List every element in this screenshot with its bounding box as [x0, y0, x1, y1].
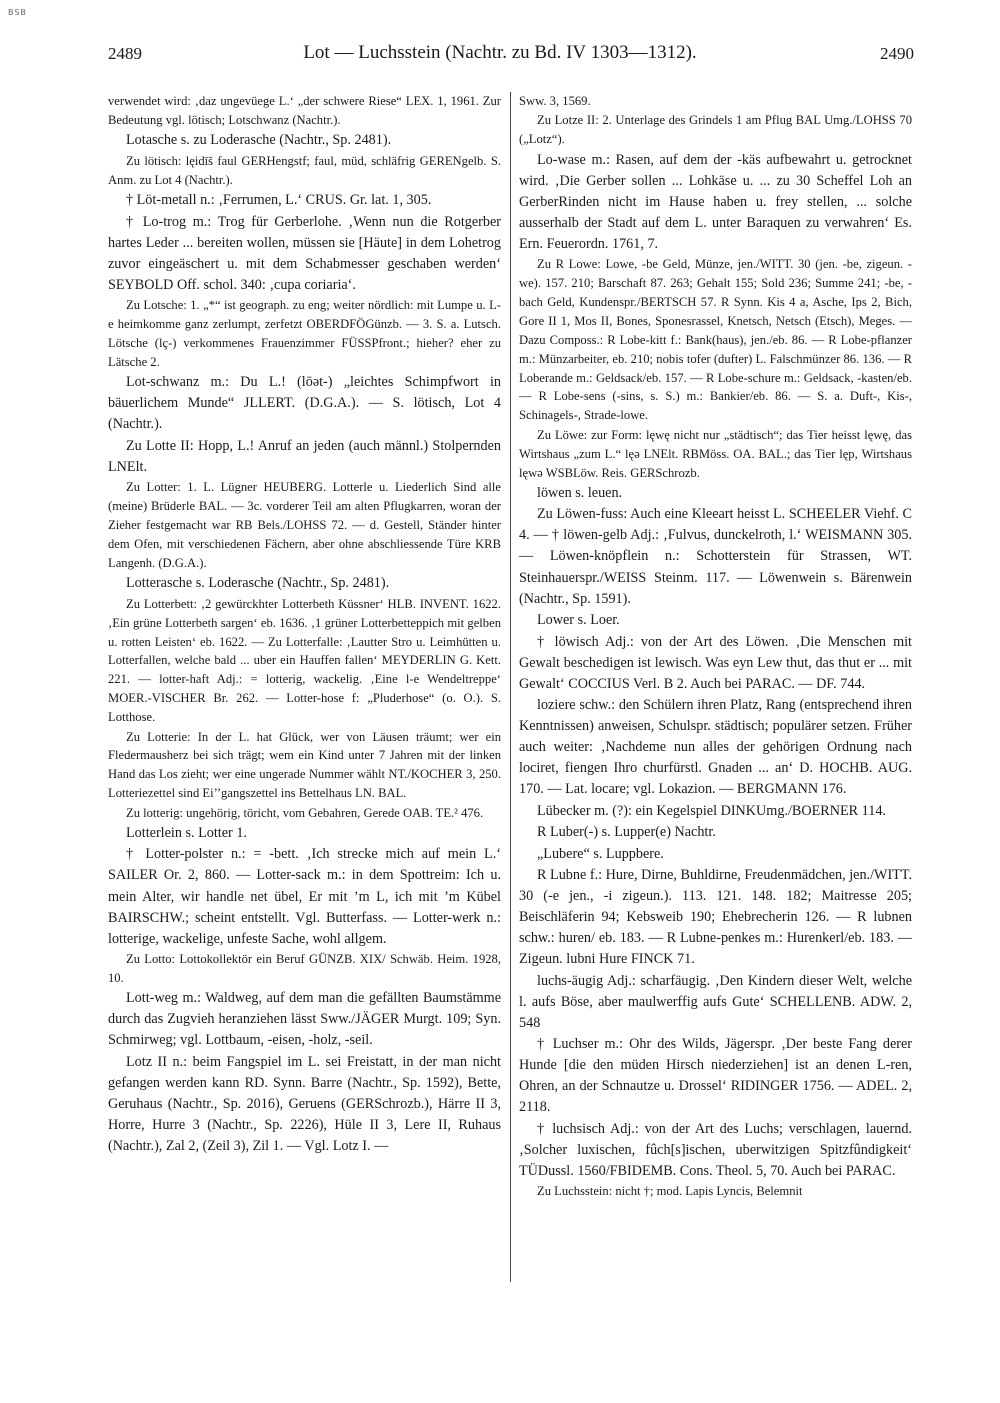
dictionary-entry: Zu Lotto: Lottokollektör ein Beruf GÜNZB. XIX/ Schwäb. Heim. 1928, 10. — [108, 952, 501, 985]
dictionary-entry: Lo-wase m.: Rasen, auf dem der -käs aufbewahrt u. getrocknet wird. ‚Die Gerber sollen ... Lohkäse u. ... zu 30 Scheffel Loh an GerberRinden nicht im Hause haben u. frey stellen, ... solche ausserhalb der Stadt auf dem L. unter Baraquen zu verwahren‘ Es. Ern. Feuerordn. 1761, 7. — [519, 151, 912, 252]
dictionary-entry: † luchsisch Adj.: von der Art des Luchs; verschlagen, lauernd. ‚Solcher luxischen, fûch[s]ischen, uberwitzigen Spitzfûndigkeit‘ TÜDussl. 1560/FBIDEMB. Cons. Theol. 5, 70. Auch bei PARAC. — [519, 1120, 912, 1179]
dictionary-entry: loziere schw.: den Schülern ihren Platz, Rang (entsprechend ihren Kenntnissen) anweisen, Schulspr. städtisch; populärer setzen. Früher auch weiter: ‚Nachdeme nun alles der gehörigen Ordnung nach lociret, fiengen Ihro churfürstl. Gnaden ... an‘ D. HOCHB. AUG. 170. — Lat. locare; vgl. Lokazion. — BERGMANN 176. — [519, 697, 912, 798]
dictionary-entry: Lot-schwanz m.: Du L.! (lōət-) „leichtes Schimpfwort in bäuerlichem Munde“ JLLERT. (D.G.A.). — S. lötisch, Lot 4 (Nachtr.). — [108, 374, 501, 433]
dictionary-entry: Lotasche s. zu Loderasche (Nachtr., Sp. 2481). — [126, 132, 392, 149]
page-number-right: 2490 — [880, 44, 914, 63]
dictionary-entry: † Luchser m.: Ohr des Wilds, Jägerspr. ‚Der beste Fang derer Hunde [die den müden Hirsch niederziehen] ist an denen L-ren, Ohren, an der Schnautze u. Drossel‘ RIDINGER 1756. — ADEL. 2, 2118. — [519, 1036, 912, 1116]
dictionary-entry: löwen s. leuen. — [537, 484, 623, 501]
dictionary-entry: Zu Lotterbett: ‚2 gewürckhter Lotterbeth Küssner‘ HLB. INVENT. 1622. ‚Ein grüne Lotterbeth sargen‘ eb. 1636. ‚1 grüner Lotterbetteppich mit gelben u. rotten Leisten‘ eb. 1622. — Zu Lotterfalle: ‚Lautter Stro u. Leimhütten u. Lotterfallen, welche bald ... uber ein Hauffen fallen‘ MEYDERLIN G. Kett. 221. — lotter-haft Adj.: = lotterig, wackelig. ‚Eine l-e Wendeltreppe‘ MOER.-VISCHER Br. 262. — Lotter-hose f: „Pluderhose“ (o. O.). S. Lotthose. — [108, 596, 501, 725]
left-column — [108, 92, 501, 1157]
dictionary-entry: Zu Luchsstein: nicht †; mod. Lapis Lyncis, Belemnit — [537, 1184, 803, 1199]
dictionary-entry: Zu lötisch: lęidīš faul GERHengstf; faul, müd, schläfrig GERENgelb. S. Anm. zu Lot 4 (Nachtr.). — [108, 153, 501, 187]
dictionary-entry: Zu Lotter: 1. L. Lügner HEUBERG. Lotterle u. Liederlich Sind alle (meine) Brüderle BAL. — 3c. vorderer Teil am alten Pflugkarren, woran der Zieher festgemacht war RB Bels./LOHSS 72. — d. Gestell, Ständer hinter dem Ofen, mit verschiedenen Fächern, aber ohne abschliessende Türe KRB Langenh. (D.G.A.). — [108, 480, 501, 570]
dictionary-entry: „Lubere“ s. Luppbere. — [537, 845, 664, 862]
dictionary-entry: Zu Löwen-fuss: Auch eine Kleeart heisst L. SCHEELER Viehf. C 4. — † löwen-gelb Adj.: ‚Fulvus, dunckelroth, l.‘ WEISMANN 305. — Löwen-knöpflein n.: Schotterstein für Strassen, WT. Steinhauerspr./WEISS Steinm. 117. — Löwenwein s. Bärenwein (Nachtr., Sp. 1591). — [519, 506, 912, 607]
dictionary-entry: Zu Lotterie: In der L. hat Glück, wer von Läusen träumt; wer ein Fledermausherz bei sich trägt; wem ein Kind unter 7 Jahren mit der linken Hand das Los zieht; wer eine ungerade Nummer wählt NT./KOCHER 3, 250. Lotteriezettel sind Ei’’gangszettel ins Bettelhaus LN. BAL. — [108, 729, 501, 801]
dictionary-entry: † Lotter-polster n.: = -bett. ‚Ich strecke mich auf mein L.‘ SAILER Or. 2, 860. — Lotter-sack m.: in dem Spottreim: Ich u. mein Alter, wir handle net übel, Er mit ’m L, ich mit ’m Kübel BAIRSCHW.; scheint entstellt. Vgl. Butterfass. — Lotter-werk n.: lotterige, wackelige, unfeste Sache, wohl allgem. — [108, 846, 501, 947]
dictionary-entry: R Luber(-) s. Lupper(e) Nachtr. — [537, 824, 716, 841]
dictionary-entry: Zu Lotze II: 2. Unterlage des Grindels 1 am Pflug BAL Umg./LOHSS 70 („Lotz“). — [519, 113, 912, 147]
page-number-left: 2489 — [108, 44, 142, 63]
dictionary-entry: Lotterlein s. Lotter 1. — [126, 824, 247, 841]
dictionary-entry: † Lo-trog m.: Trog für Gerberlohe. ‚Wenn nun die Rotgerber hartes Leder ... bereiten wollen, müssen sie [Häute] in dem Lohetrog zuvor eingeäschert u. mit dem Schabmesser geschaben werden‘ SEYBOLD Off. schol. 340: ‚cupa coriaria‘. — [108, 213, 501, 293]
dictionary-entry: R Lubne f.: Hure, Dirne, Buhldirne, Freudenmädchen, jen./WITT. 30 (-e jen., -i zigeun.). 113. 121. 148. 182; Maitresse 205; Beischläferin 94; Kebsweib 190; Ehebrecherin 126. — R lubnen schw.: huren/ eb. 183. — R Lubne-penkes m.: Hurenkerl/eb. 183. — Zigeun. lubni Hure FINCK 71. — [519, 867, 912, 968]
dictionary-entry: Lower s. Loer. — [537, 612, 620, 629]
watermark: BSB — [8, 8, 27, 17]
dictionary-entry: Zu Lotsche: 1. „*“ ist geograph. zu eng; weiter nördlich: mit Lumpe u. L-e heimkomme ganz zerlumpt, zerfetzt OBERDFÖGünzb. — 3. S. a. Lutsch. Lötsche (lç-) verkommenes Frauenzimmer FÜSSPfront.; hieher? eher zu Lätsche 2. — [108, 298, 501, 369]
dictionary-entry: Sww. 3, 1569. — [519, 94, 591, 108]
dictionary-entry: Zu Lotte II: Hopp, L.! Anruf an jeden (auch männl.) Stolpernden LNElt. — [108, 437, 501, 475]
dictionary-entry: Lotterasche s. Loderasche (Nachtr., Sp. 2481). — [126, 575, 390, 592]
dictionary-entry: Lübecker m. (?): ein Kegelspiel DINKUmg./BOERNER 114. — [537, 802, 886, 819]
dictionary-entry: Lott-weg m.: Waldweg, auf dem man die gefällten Baumstämme durch das Zugvieh heranziehen lässt Sww./JÄGER Murgt. 109; Syn. Schmirweg; vgl. Lottbaum, -eisen, -holz, -seil. — [108, 990, 501, 1049]
page-header — [0, 40, 1000, 70]
dictionary-entry: Zu lotterig: ungehörig, töricht, vom Gebahren, Gerede OAB. TE.² 476. — [126, 805, 484, 820]
dictionary-entry: † Löt-metall n.: ‚Ferrumen, L.‘ CRUS. Gr. lat. 1, 305. — [126, 192, 432, 209]
dictionary-entry: Zu Löwe: zur Form: lęwę nicht nur „städtisch“; das Tier heisst lęwę, das Wirtshaus „zum L.“ lęə LNElt. RBMöss. OA. BAL.; das Tier lęp, Wirtshaus lęwə WSBLöw. Reis. GERSchrozb. — [519, 427, 912, 480]
right-column — [519, 92, 912, 1202]
dictionary-entry: † löwisch Adj.: von der Art des Löwen. ‚Die Menschen mit Gewalt beschedigen ist lewisch. Was eyn Lew thut, das thut er ... mit Gewalt‘ COCCIUS Verl. B 2. Auch bei PARAC. — DF. 744. — [519, 633, 912, 692]
dictionary-entry: luchs-äugig Adj.: scharfäugig. ‚Den Kindern dieser Welt, welche l. aufs Böse, aber maulwerffig aufs Gute‘ SCHELLENB. ADW. 2, 548 — [519, 972, 912, 1031]
running-title: Lot — Luchsstein (Nachtr. zu Bd. IV 1303—1312). — [303, 42, 697, 63]
dictionary-entry: Zu R Lowe: Lowe, -be Geld, Münze, jen./WITT. 30 (jen. -be, zigeun. -we). 157. 210; Barschaft 87. 263; Gehalt 155; Sold 236; Summe 241; -be, -bach Geld, Kundenspr./BERTSCH 57. R Synn. Kis 4 a, Asche, Ips 2, Bich, Gore II 1, Mos II, Bones, Sponesrassel, Knetsch, Netsch (Etsch), Meges. — Dazu Composs.: R Lobe-kitt f.: Bank(haus), jen./eb. 86. — R Lobe-pflanzer m.: Münzarbeiter, eb. 210; nobis tofer (dufter) L. Falschmünzer 86. 136. — R Loberande m.: Geldsack/eb. 157. — R Lobe-schure m.: Geldsack, -kasten/eb. — R Lobe-sens (-sins, s. S.) m.: Bankier/eb. 86. — S. a. Duft-, Kis-, Schinagels-, Strade-lowe. — [519, 257, 912, 423]
dictionary-entry: verwendet wird: ‚daz ungevüege L.‘ „der schwere Riese“ LEX. 1, 1961. Zur Bedeutung vgl. lötisch; Lotschwanz (Nachtr.). — [108, 94, 501, 127]
column-divider — [510, 92, 511, 1282]
dictionary-entry: Lotz II n.: beim Fangspiel im L. sei Freistatt, in der man nicht gefangen werden kann RD. Synn. Barre (Nachtr., Sp. 1592), Bette, Geruhaus (Nachtr., Sp. 2016), Geruens (GERSchrozb.), Härre II 3, Horre, Hurre 3 (Nachtr., Sp. 2226), Hüle II 3, Lere II, Ruhaus (Nachtr.), Zal 2, (Zeil 3), Zil 1. — Vgl. Lotz I. — — [108, 1053, 501, 1154]
